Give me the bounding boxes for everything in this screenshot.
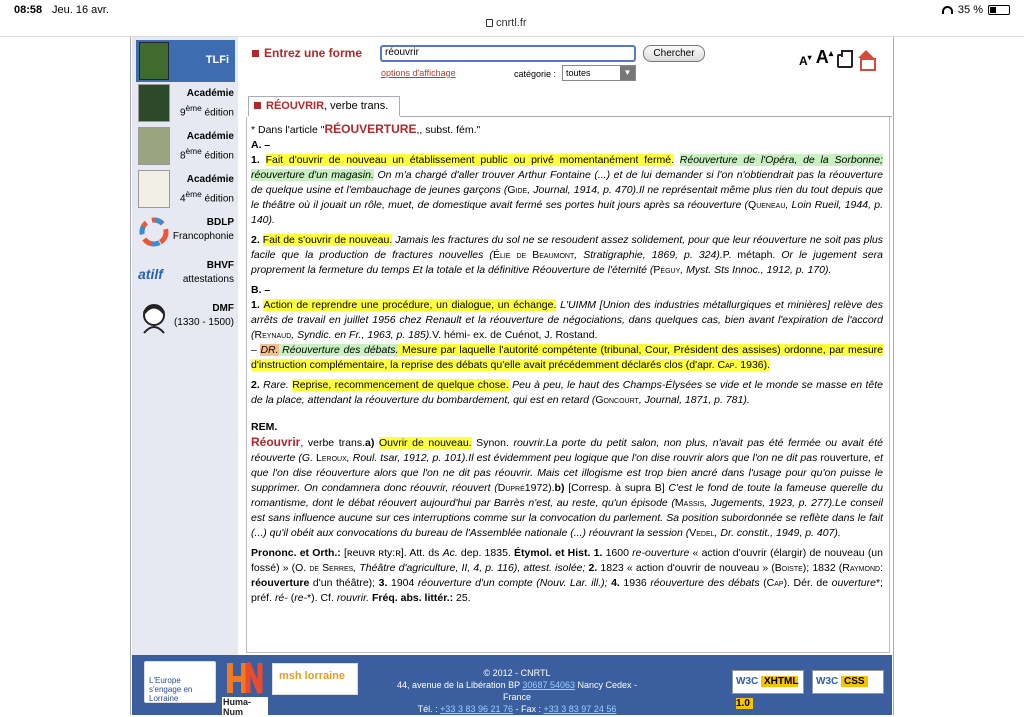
sense-b2 (251, 378, 883, 408)
citation: Peu à peu, le haut des Champs-Élysées se vide et le monde se masse en tête de la place, attendant la réouverture du bombardement, qui est en retard ( (251, 379, 883, 406)
synonym-label: Synon. (471, 437, 514, 449)
etymology-ref: Ac. (442, 547, 458, 559)
frequency-value: 25. (453, 592, 471, 604)
dmf-portrait-image (138, 299, 170, 337)
citation-author: Élie de Beaumont (492, 249, 575, 261)
tab-headword: RÉOUVRIR (266, 100, 325, 112)
w3c-xhtml-badge[interactable] (732, 670, 804, 709)
sidebar-item-text (180, 173, 234, 206)
page-footer (132, 655, 892, 715)
sidebar-item-dmf[interactable] (135, 298, 237, 340)
citation-source: 1972). (524, 482, 555, 494)
citation-author: Goncourt (595, 394, 639, 406)
font-decrease-icon[interactable]: A▾ (799, 53, 812, 68)
category-label: catégorie : (514, 69, 557, 79)
citation-author: Raymond (842, 562, 881, 574)
citation-source: , Stratigraphie, 1869, p. 324). (574, 249, 723, 261)
etymology-text: : (880, 562, 883, 574)
citation-author: de Serres (309, 562, 354, 574)
search-header (246, 37, 892, 95)
dash: – (251, 344, 261, 356)
academie-9-cover-image (138, 84, 170, 122)
atilf-logo: atilf (138, 266, 163, 282)
copyright-text: © 2012 - CNRTL (483, 668, 551, 678)
battery-percent: 35 % (957, 4, 983, 16)
sense-number: 1. (251, 154, 266, 166)
search-label (252, 46, 362, 60)
citation-author: Cap (717, 359, 735, 371)
sidebar-item-suffix: édition (201, 193, 234, 205)
sidebar-item-title: BHVF (206, 260, 234, 271)
sidebar-item-subtitle: (1330 - 1500) (173, 317, 234, 328)
citation: Or le jugement sera proprement la fermeture du temps Et la totale et la définitive Réouverture de l'éternité ( (251, 249, 883, 276)
intro-headword: RÉOUVERTURE (324, 122, 417, 136)
sense-usage: Rare. (263, 379, 289, 391)
sidebar-item-edition: 4 (179, 193, 186, 205)
citation: Il est évidemment peu logique que l'on dise rouvrir alors que l'on ne dit pas (468, 452, 821, 464)
sidebar-item-sup: ème (185, 189, 202, 199)
etymology-text: *; préf. (251, 577, 883, 604)
citation-author: Péguy (653, 264, 681, 276)
bullet-square-icon (252, 50, 259, 57)
telephone-link[interactable]: +33 3 83 96 21 76 (440, 704, 513, 714)
section-b-heading (251, 283, 883, 298)
definition-text: Mesure par laquelle l'autorité compétente (tribunal, Cour, Président des assises) ordonne, par mesure d'instruction complémentaire, la reprise des débats qu'elle avait précédemment déclarés clos (d'apr. (251, 344, 884, 371)
sidebar-item-label: TLFi (205, 54, 229, 66)
msh-logo-text: msh lorraine (279, 670, 346, 682)
phone-line (382, 703, 652, 715)
tlfi-cover-image (139, 42, 169, 80)
etymology-text: « action d'ouvrir (élargir) de nouveau (un fossé) » (O. (251, 547, 883, 574)
bullet-square-icon (254, 102, 261, 109)
europe-lorraine-logo[interactable] (144, 661, 216, 703)
citation-author: Vedel (689, 527, 715, 539)
remark-heading (251, 420, 883, 435)
citation-source: , Myst. Sts Innoc., 1912, p. 170). (680, 264, 832, 276)
citation-author: Massis (674, 497, 705, 509)
etymology-text: ); 1832 ( (802, 562, 843, 574)
citation: Le conseil est sans influence aucune sur ces interruptions comme sur la convocation du parlement. Sa position subordonnée se reflète dans le fait (...) qu'il obéit aux convocations du bureau de l'Assemblée nationale (...) réouvrant la session ( (251, 497, 883, 539)
academie-4-page-image (138, 170, 170, 208)
sense-definition: Ouvrir de nouveau. (378, 437, 472, 449)
sidebar-item-bhvf[interactable] (135, 255, 237, 297)
sense-a1 (251, 153, 883, 228)
sense-definition: Fait de s'ouvrir de nouveau. (262, 234, 393, 246)
citation: Jamais les fractures du sol ne se resoudent assez solidement, pour que leur réouverture ne soit pas plus facile que la production de fractures nouvelles ( (251, 234, 883, 261)
etymology-word: rouvrir. (336, 592, 370, 604)
sense-usage: V. hémi- ex. de Cuénot, J. Rostand. (432, 329, 598, 341)
sense-number: 1. (251, 299, 264, 311)
etymology-word: ré- (274, 592, 288, 604)
fax-label: - Fax : (513, 704, 544, 714)
intro-text: ,, subst. fém." (416, 124, 481, 136)
sidebar-item-bdlp[interactable] (135, 212, 237, 254)
sense-definition: Action de reprendre une procédure, un dialogue, un échange. (263, 299, 557, 311)
remark-item: a) (365, 437, 379, 449)
etymology-number: 2. (588, 562, 601, 574)
citation-author: Leroux (316, 452, 347, 464)
sense-a2 (251, 233, 883, 278)
spacer (251, 408, 883, 420)
cross-reference: [Corresp. à supra B] (568, 482, 665, 494)
sidebar-item-academie-9[interactable] (135, 83, 237, 125)
etymology-word: réouverture d'un compte (417, 577, 533, 589)
postal-box-link[interactable]: 30687 54063 (522, 680, 575, 690)
citation-source: , Loin Rueil, 1944, p. 140). (251, 199, 883, 226)
status-right (942, 4, 1010, 16)
etymology-word: re- (294, 592, 308, 604)
etymology-text: ( (759, 577, 767, 589)
etymology-number: 3. (378, 577, 391, 589)
tab-entry[interactable] (248, 96, 400, 116)
w3c-css-badge[interactable] (812, 670, 884, 694)
sidebar-item-title: Académie (186, 174, 234, 185)
etymology-word: réouverture (251, 577, 310, 589)
etymology-text: 1936 (623, 577, 651, 589)
sidebar-item-text (180, 130, 234, 163)
lock-icon (486, 19, 493, 27)
sidebar-item-title: Académie (186, 131, 234, 142)
article-intro (251, 122, 883, 138)
sidebar-item-text (174, 302, 234, 330)
sidebar-item-title: Académie (186, 88, 234, 99)
etymology-word: réouverture des débats (650, 577, 760, 589)
citation-author: Dupré (497, 482, 525, 494)
display-options-link[interactable]: options d'affichage (381, 68, 456, 78)
citation-source: , Journal, 1871, p. 781). (638, 394, 750, 406)
citation-word: rouverture (820, 452, 869, 464)
citation-source: , Journal, 1914, p. 470). (527, 184, 639, 196)
sense-definition: Reprise, recommencement de quelque chose. (292, 379, 509, 391)
remark-body (251, 435, 883, 541)
address-text: Nancy Cedex - France (502, 680, 638, 702)
font-increase-icon[interactable]: A▴ (815, 47, 834, 67)
sense-example: Réouverture des débats. (278, 344, 399, 356)
etymology-block (251, 546, 883, 606)
sidebar-item-edition: 9 (179, 107, 186, 119)
citation-source: , Dr. constit., 1949, p. 407). (714, 527, 841, 539)
sidebar-item-title: DMF (212, 303, 234, 314)
etymology-label: Étymol. et Hist. (514, 547, 591, 559)
citation-author: Reynaud (254, 329, 292, 341)
tel-label: Tél. : (417, 704, 441, 714)
definition-text: . 1936). (734, 359, 771, 371)
etymology-word: ouverture (831, 577, 876, 589)
citation: L'UIMM [Union des industries métallurgiques et minières] relève des arrêts de travail en juillet 1956 chez Renault et la réouverture de négociations, dans quelques cas, bien avant l'expiration de l'accord ( (251, 299, 883, 341)
sidebar-item-subtitle: Francophonie (172, 231, 234, 242)
huma-num-logo[interactable] (222, 661, 268, 717)
sense-number: 2. (251, 379, 264, 391)
address-text: 44, avenue de la Libération BP (396, 680, 523, 690)
citation-author: Queneau (748, 199, 786, 211)
wifi-icon (942, 6, 953, 14)
badge-label: CSS (841, 676, 868, 687)
remark-headword: Réouvrir (251, 435, 301, 449)
tab-pos: , verbe trans. (324, 100, 389, 112)
citation-source: , Syndic. en Fr., 1963, p. 185). (291, 329, 433, 341)
etymology-text: d'un théâtre); (309, 577, 379, 589)
url-bar[interactable] (486, 17, 527, 29)
sidebar-item-edition: 8 (179, 150, 186, 162)
sidebar-item-text (180, 87, 234, 120)
etymology-text: 1600 (605, 547, 633, 559)
etymology-number: 1. (590, 547, 606, 559)
citation: , et que l'on dise réouverture alors que l'on ne dit pas réouvrir. Mais cet illogisme est trop bien ancré dans l'usage pour qu'on puisse le supprimer. On condamnera donc réouvrir, réouvert ( (251, 452, 884, 494)
sidebar-item-academie-4[interactable] (135, 169, 237, 211)
sense-example: Réouverture de l'Opéra, de la Sorbonne; réouverture d'un magasin. (251, 154, 883, 181)
dictionary-sidebar (132, 37, 238, 655)
sidebar-item-title: BDLP (206, 217, 234, 228)
category-value: toutes (566, 68, 591, 78)
citation-source: , Jugements, 1923, p. 277). (704, 497, 835, 509)
dropdown-arrow-icon: ▼ (620, 66, 635, 80)
sidebar-item-academie-8[interactable] (135, 126, 237, 168)
status-bar (0, 0, 1024, 37)
section-label: B. – (251, 284, 271, 296)
citation: C'est le fond de toute la fameuse querelle du romantisme, dont le débat réouvert aujourd'hui par Barrès n'est, au reste, qu'un épisode ( (251, 482, 883, 509)
citation: On m'a chargé d'aller trouver Arthur Fontaine (...) et de lui demander si l'on n'obtiendrait pas la réouverture de quelque usine et l'embauchage de jeunes garçons ( (251, 169, 883, 196)
citation-source: , Roul. tsar, 1912, p. 101). (346, 452, 469, 464)
intro-text: * Dans l'article " (251, 124, 325, 136)
search-button[interactable]: Chercher (643, 45, 705, 62)
remark-pos: , verbe trans. (300, 437, 365, 449)
category-select[interactable] (562, 65, 636, 81)
remark-label: REM. (251, 421, 278, 433)
battery-icon (988, 5, 1010, 15)
etymology-text: ). Dér. de (783, 577, 832, 589)
etymology-label: Prononc. et Orth.: (251, 547, 341, 559)
home-icon[interactable] (857, 50, 875, 68)
sidebar-item-text (183, 259, 234, 287)
etymology-text: 1904 (390, 577, 418, 589)
citation-author: Boiste (774, 562, 803, 574)
huma-num-text: Huma-Num (222, 697, 268, 717)
sense-b1 (251, 298, 883, 343)
etymology-text: 1823 « action d'ouvrir de nouveau » ( (600, 562, 775, 574)
fax-link[interactable]: +33 3 83 97 24 56 (543, 704, 617, 714)
print-icon[interactable] (837, 54, 853, 68)
sidebar-item-subtitle: attestations (182, 274, 234, 285)
sense-number: 2. (251, 234, 263, 246)
w3c-logo: W3C (816, 676, 839, 687)
synonym-word: rouvrir. (513, 437, 546, 449)
citation: La porte du petit salon, non plus, n'avait pas été fermée ou avait été réouverte (G. (251, 437, 883, 464)
etymology-text: (Nouv. Lar. ill.); (532, 577, 612, 589)
search-label-text: Entrez une forme (264, 46, 363, 60)
msh-lorraine-logo[interactable] (272, 663, 358, 695)
sidebar-item-sup: ème (185, 103, 202, 113)
toolbar (799, 47, 875, 68)
sense-usage: P. métaph. (722, 249, 776, 261)
sense-b1-droit (251, 343, 883, 373)
remark-item: b) (554, 482, 569, 494)
domain-label: DR. (260, 344, 279, 356)
etymology-text: , Théâtre d'agriculture, II, 4, p. 116), attest. isolée; (353, 562, 589, 574)
clock: 08:58 (14, 4, 43, 16)
etymology-word: re-ouverture (632, 547, 690, 559)
etymology-number: 4. (611, 577, 624, 589)
footer-contact (382, 667, 652, 715)
sidebar-item-sup: ème (185, 146, 202, 156)
sidebar-item-tlfi[interactable] (136, 40, 235, 82)
pronunciation: [ʀeuvʀ ʀty:ʀ]. Att. ds (340, 547, 443, 559)
dictionary-article (246, 117, 890, 653)
bdlp-ring-logo (138, 213, 170, 251)
search-input[interactable]: réouvrir (380, 45, 636, 62)
europe-logo-text: L'Europe s'engage en Lorraine (149, 676, 193, 703)
url-text: cnrtl.fr (496, 17, 527, 29)
etymology-text: dep. 1835. (457, 547, 515, 559)
citation-author: Cap (766, 577, 784, 589)
date: Jeu. 16 avr. (52, 4, 109, 16)
etymology-text: *). Cf. (307, 592, 337, 604)
sidebar-item-suffix: édition (201, 150, 234, 162)
sidebar-item-suffix: édition (201, 107, 234, 119)
citation-author: Gide (507, 184, 528, 196)
address-line (382, 679, 652, 703)
section-a-heading (251, 138, 883, 153)
battery-fill (990, 7, 996, 13)
citation: Il ne représentait même plus rien du tout depuis que le théâtre où il jouait un rôle, muet, de domestique avait fermé ses portes huit jours après sa réouverture ( (251, 184, 883, 211)
section-label: A. – (251, 139, 271, 151)
academie-dome-image (138, 127, 170, 165)
frequency-label: Fréq. abs. littér.: (369, 592, 454, 604)
huma-num-icon (222, 661, 268, 699)
sidebar-item-text (173, 216, 234, 244)
sense-definition: Fait d'ouvrir de nouveau un établissement public ou privé momentanément fermé. (265, 154, 674, 166)
badge-label: XHTML 1.0 (736, 676, 799, 709)
w3c-logo: W3C (736, 676, 759, 687)
etymology-text: ( (287, 592, 295, 604)
